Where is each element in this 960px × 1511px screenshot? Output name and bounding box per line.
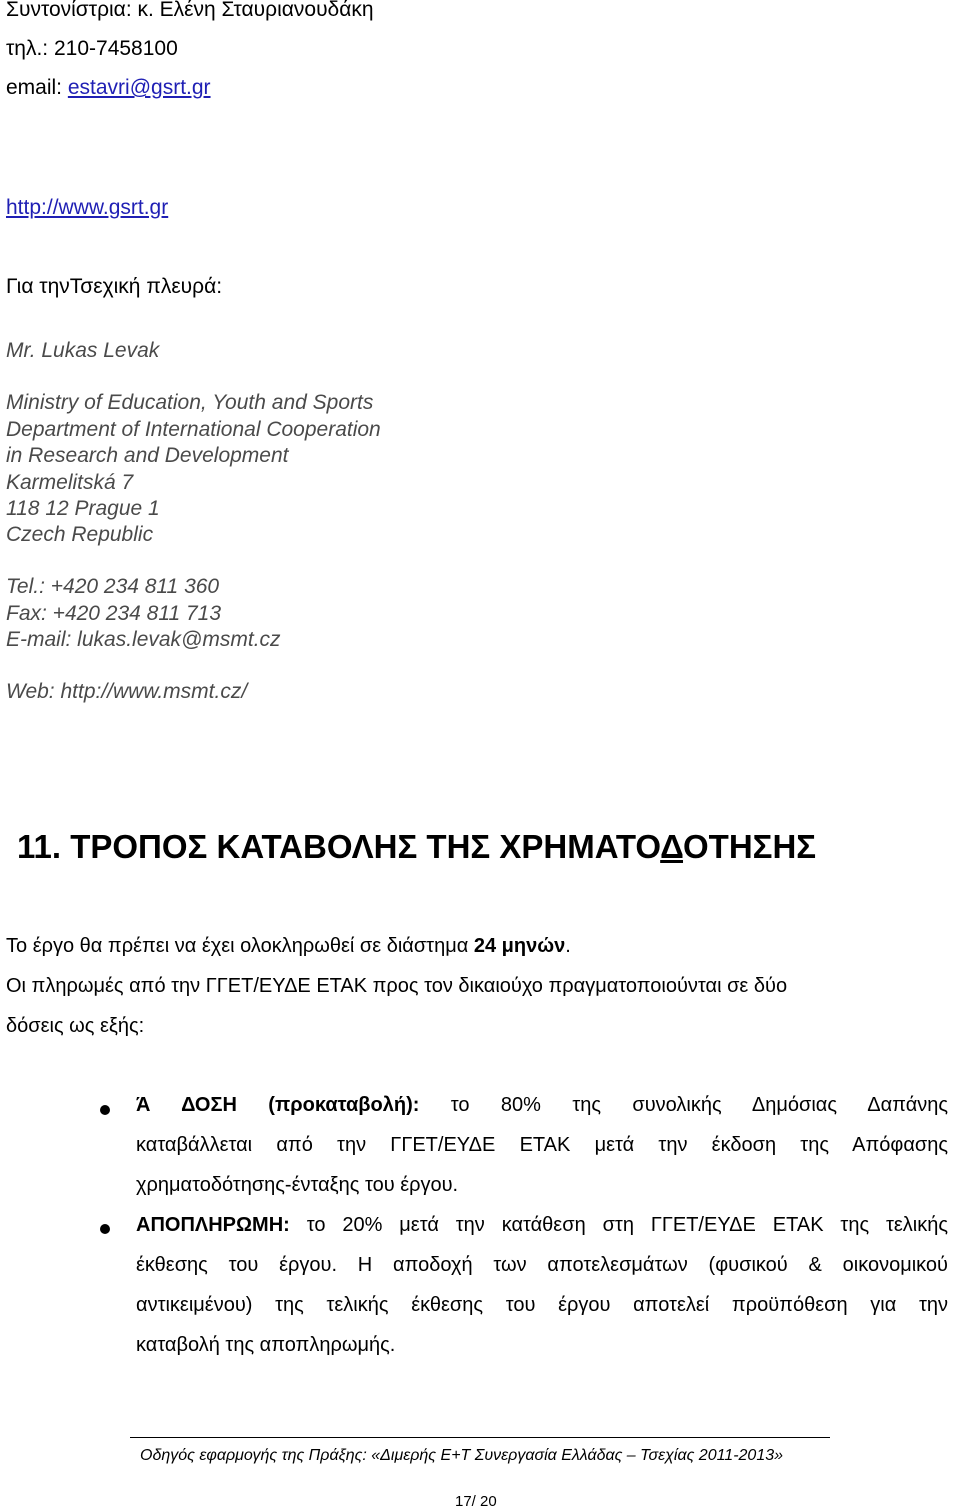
address-line: 118 12 Prague 1 <box>6 497 160 520</box>
duration-paragraph <box>6 935 571 958</box>
phone-line: τηλ.: 210-7458100 <box>6 37 178 60</box>
bullet-dot <box>100 1105 110 1115</box>
section-heading <box>17 828 816 866</box>
list-item-line <box>136 1214 948 1237</box>
website-line <box>6 196 168 220</box>
tel-line: Tel.: +420 234 811 360 <box>6 575 220 598</box>
list-item-text: το 20% μετά την κατάθεση στη ΓΓΕΤ/ΕΥΔΕ ΕΤΑΚ της τελικής <box>289 1214 948 1236</box>
list-item-line: αντικειμένου) της τελικής έκθεσης του έργου αποτελεί προϋπόθεση για την <box>136 1294 948 1316</box>
first-installment-label: Ά ΔΟΣΗ (προκαταβολή): <box>136 1094 420 1116</box>
section-heading-prefix: 11. ΤΡΟΠΟΣ ΚΑΤΑΒΟΛΗΣ ΤΗΣ ΧΡΗΜΑΤΟ <box>17 828 661 865</box>
duration-text: Το έργο θα πρέπει να έχει ολοκληρωθεί σε διάστημα <box>6 935 474 957</box>
contact-name: Mr. Lukas Levak <box>6 339 160 362</box>
list-item-text: το 80% της συνολικής Δημόσιας Δαπάνης <box>419 1094 949 1116</box>
list-item-line: έκθεσης του έργου. Η αποδοχή των αποτελεσμάτων (φυσικού & οικονομικού <box>136 1254 948 1276</box>
coordinator-line: Συντονίστρια: κ. Ελένη Σταυριανουδάκη <box>6 0 374 21</box>
email-link[interactable]: estavri@gsrt.gr <box>67 76 211 99</box>
web-line: Web: http://www.msmt.cz/ <box>6 680 248 703</box>
list-item-line <box>136 1094 948 1117</box>
czech-email-line: E-mail: lukas.levak@msmt.cz <box>6 628 281 651</box>
address-line: Karmelitská 7 <box>6 471 134 494</box>
email-line <box>6 76 211 100</box>
website-link[interactable]: http://www.gsrt.gr <box>6 196 169 219</box>
footer-divider <box>130 1437 830 1438</box>
final-payment-label: ΑΠΟΠΛΗΡΩΜΗ: <box>136 1214 290 1236</box>
section-heading-underlined: Δ <box>660 828 684 865</box>
footer-text: Οδηγός εφαρμογής της Πράξης: «Διμερής Ε+Τ Συνεργασία Ελλάδας – Τσεχίας 2011-2013» <box>140 1447 784 1464</box>
email-label: email: <box>6 76 68 99</box>
duration-value: 24 μηνών <box>473 935 566 957</box>
section-heading-suffix: ΟΤΗΣΗΣ <box>683 828 817 865</box>
czech-side-heading: Για τηνΤσεχική πλευρά: <box>6 275 223 298</box>
address-line: in Research and Development <box>6 444 289 467</box>
payments-paragraph-line: Οι πληρωμές από την ΓΓΕΤ/ΕΥΔΕ ΕΤΑΚ προς τον δικαιούχο πραγματοποιούνται σε δύο <box>6 975 788 997</box>
payments-paragraph-line: δόσεις ως εξής: <box>6 1015 145 1037</box>
duration-end: . <box>565 935 571 957</box>
address-line: Department of International Cooperation <box>6 418 381 441</box>
list-item-line: χρηματοδότησης-ένταξης του έργου. <box>136 1174 459 1196</box>
list-item-line: καταβάλλεται από την ΓΓΕΤ/ΕΥΔΕ ΕΤΑΚ μετά την έκδοση της Απόφασης <box>136 1134 948 1156</box>
bullet-dot <box>100 1224 110 1234</box>
fax-line: Fax: +420 234 811 713 <box>6 602 222 625</box>
address-line: Ministry of Education, Youth and Sports <box>6 391 374 414</box>
address-line: Czech Republic <box>6 523 154 546</box>
list-item-line: καταβολή της αποπληρωμής. <box>136 1334 396 1356</box>
page-number: 17/ 20 <box>455 1493 497 1510</box>
